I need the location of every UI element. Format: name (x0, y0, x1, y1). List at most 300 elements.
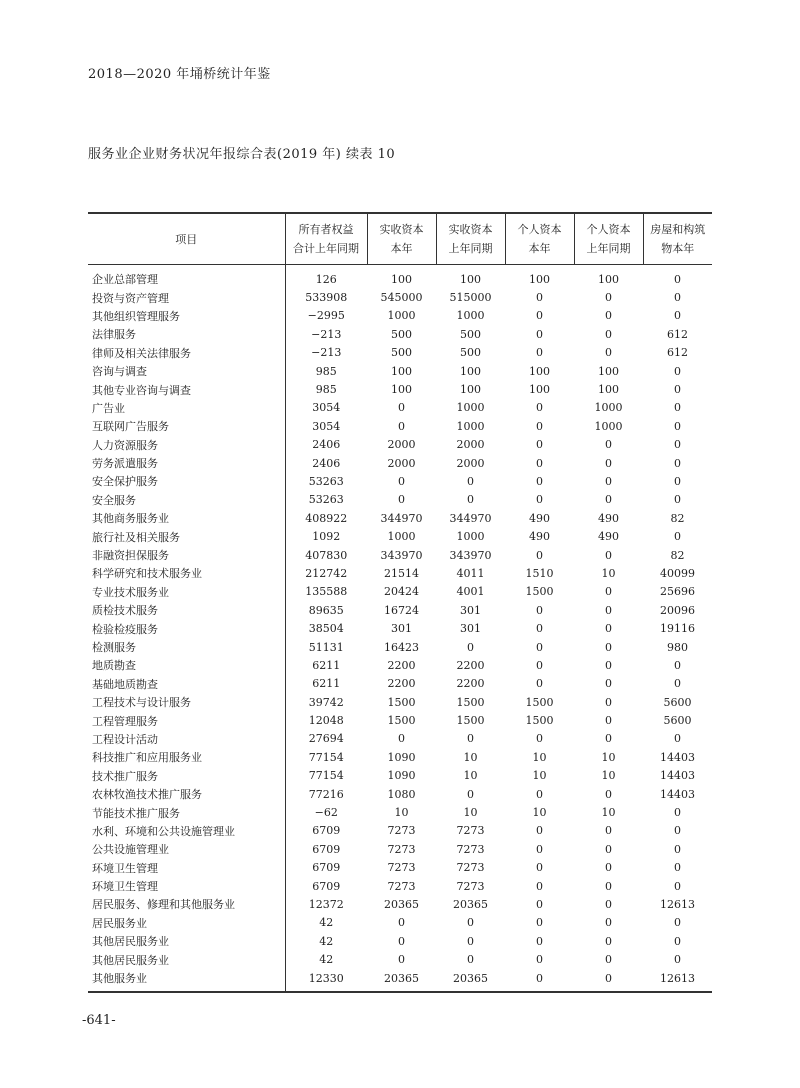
table-row (88, 656, 712, 674)
cell-value: 0 (605, 677, 612, 691)
cell-value: 0 (536, 309, 543, 323)
cell-value: 0 (605, 879, 612, 893)
cell-value: 1090 (387, 769, 416, 783)
row-label: 环境卫生管理 (92, 861, 158, 875)
table-row (88, 914, 712, 932)
cell-value: 6211 (285, 656, 367, 674)
cell-value: 0 (536, 897, 543, 911)
cell-value: 126 (285, 265, 367, 289)
cell-value: 1500 (525, 585, 554, 599)
table-row (88, 527, 712, 545)
cell-value: 1092 (285, 527, 367, 545)
cell-value: 0 (536, 456, 543, 470)
cell-value: 0 (536, 622, 543, 636)
cell-value: 0 (605, 622, 612, 636)
table-row (88, 307, 712, 325)
column-header: 个人资本 本年 (505, 213, 574, 265)
cell-value: 100 (460, 364, 481, 378)
cell-value: 0 (536, 291, 543, 305)
row-label: 广告业 (92, 401, 125, 415)
table-header-row (88, 213, 712, 265)
cell-value: 1000 (387, 530, 416, 544)
cell-value: 1500 (387, 695, 416, 709)
table-row (88, 491, 712, 509)
cell-value: 0 (536, 640, 543, 654)
cell-value: −62 (285, 803, 367, 821)
cell-value: 4001 (456, 585, 485, 599)
cell-value: 0 (536, 824, 543, 838)
table-row (88, 822, 712, 840)
cell-value: 545000 (380, 291, 423, 305)
cell-value: 0 (467, 787, 474, 801)
cell-value: 7273 (387, 842, 416, 856)
cell-value: 20365 (453, 971, 488, 985)
cell-value: 0 (674, 861, 681, 875)
cell-value: 0 (605, 824, 612, 838)
table-row (88, 693, 712, 711)
cell-value: 135588 (285, 583, 367, 601)
cell-value: 1000 (594, 419, 623, 433)
table-row (88, 950, 712, 968)
cell-value: 612 (667, 346, 688, 360)
cell-value: 0 (536, 603, 543, 617)
cell-value: 1510 (525, 566, 554, 580)
cell-value: 490 (529, 511, 550, 525)
cell-value: 7273 (456, 824, 485, 838)
cell-value: 7273 (456, 842, 485, 856)
cell-value: 0 (674, 401, 681, 415)
row-label: 公共设施管理业 (92, 843, 169, 857)
cell-value: 0 (536, 953, 543, 967)
cell-value: 6709 (285, 822, 367, 840)
cell-value: 0 (605, 309, 612, 323)
cell-value: 40099 (660, 566, 695, 580)
table-row (88, 546, 712, 564)
cell-value: 20365 (384, 897, 419, 911)
cell-value: 3054 (285, 417, 367, 435)
cell-value: 100 (460, 383, 481, 397)
cell-value: 2200 (456, 658, 485, 672)
table-row (88, 288, 712, 306)
cell-value: 0 (674, 474, 681, 488)
row-label: 其他居民服务业 (92, 935, 169, 949)
table-row (88, 417, 712, 435)
table-row (88, 877, 712, 895)
cell-value: 0 (605, 732, 612, 746)
cell-value: 10 (463, 769, 478, 783)
cell-value: 6709 (285, 877, 367, 895)
cell-value: 0 (536, 916, 543, 930)
cell-value: 985 (285, 362, 367, 380)
cell-value: 89635 (285, 601, 367, 619)
cell-value: 1000 (456, 419, 485, 433)
cell-value: 14403 (660, 750, 695, 764)
cell-value: 0 (605, 291, 612, 305)
row-label: 节能技术推广服务 (92, 806, 180, 820)
cell-value: 0 (674, 658, 681, 672)
cell-value: 10 (532, 806, 547, 820)
cell-value: 343970 (449, 548, 492, 562)
row-label: 农林牧渔技术推广服务 (92, 788, 202, 802)
row-label: 检测服务 (92, 641, 136, 654)
cell-value: 7273 (387, 879, 416, 893)
cell-value: 0 (674, 916, 681, 930)
cell-value: 500 (391, 346, 412, 360)
table-row (88, 583, 712, 601)
row-label: 地质勘查 (92, 659, 136, 673)
cell-value: 0 (674, 456, 681, 470)
cell-value: 0 (674, 272, 681, 286)
cell-value: 0 (674, 842, 681, 856)
cell-value: 490 (598, 530, 619, 544)
row-label: 环境卫生管理 (92, 880, 158, 894)
cell-value: 0 (605, 842, 612, 856)
row-label: 安全保护服务 (92, 475, 158, 489)
cell-value: 12048 (285, 711, 367, 729)
row-label: 技术推广服务 (92, 769, 158, 783)
cell-value: 0 (467, 474, 474, 488)
cell-value: 1500 (456, 714, 485, 728)
table-row (88, 767, 712, 785)
table-row (88, 619, 712, 637)
cell-value: 0 (536, 493, 543, 507)
cell-value: 0 (467, 916, 474, 930)
cell-value: 0 (674, 530, 681, 544)
cell-value: 0 (536, 327, 543, 341)
cell-value: 0 (467, 934, 474, 948)
cell-value: 0 (398, 732, 405, 746)
cell-value: 10 (601, 769, 616, 783)
cell-value: 0 (398, 401, 405, 415)
cell-value: 533908 (285, 288, 367, 306)
cell-value: 82 (670, 548, 685, 562)
column-header: 实收资本 上年同期 (436, 213, 505, 265)
table-row (88, 859, 712, 877)
table-row (88, 454, 712, 472)
cell-value: 4011 (456, 566, 485, 580)
cell-value: 20365 (384, 971, 419, 985)
cell-value: 344970 (449, 511, 492, 525)
cell-value: 1000 (456, 309, 485, 323)
row-label: 非融资担保服务 (92, 549, 169, 563)
cell-value: 0 (398, 934, 405, 948)
cell-value: 0 (605, 493, 612, 507)
cell-value: 0 (536, 401, 543, 415)
cell-value: 0 (605, 585, 612, 599)
cell-value: 100 (460, 272, 481, 286)
cell-value: 0 (536, 842, 543, 856)
column-header: 项目 (175, 232, 198, 246)
cell-value: 7273 (387, 861, 416, 875)
cell-value: 0 (467, 953, 474, 967)
table-row (88, 840, 712, 858)
table-row (88, 380, 712, 398)
cell-value: 2000 (387, 438, 416, 452)
cell-value: 1000 (456, 401, 485, 415)
cell-value: 10 (532, 750, 547, 764)
cell-value: 2200 (456, 677, 485, 691)
cell-value: 0 (605, 695, 612, 709)
row-label: 水利、环境和公共设施管理业 (92, 824, 235, 838)
cell-value: 12613 (660, 897, 695, 911)
table-row (88, 638, 712, 656)
row-label: 旅行社及相关服务 (92, 530, 180, 544)
cell-value: 515000 (449, 291, 492, 305)
cell-value: 0 (674, 824, 681, 838)
table-row (88, 601, 712, 619)
cell-value: 6709 (285, 859, 367, 877)
table-title: 服务业企业财务状况年报综合表(2019 年) 续表 10 (88, 147, 396, 162)
table-row (88, 509, 712, 527)
cell-value: 20424 (384, 585, 419, 599)
cell-value: 12613 (660, 971, 695, 985)
cell-value: 6709 (285, 840, 367, 858)
cell-value: 0 (536, 677, 543, 691)
cell-value: 0 (605, 456, 612, 470)
row-label: 工程管理服务 (92, 714, 158, 728)
cell-value: 100 (598, 364, 619, 378)
table-row (88, 711, 712, 729)
cell-value: 1090 (387, 750, 416, 764)
cell-value: 20096 (660, 603, 695, 617)
cell-value: 0 (674, 291, 681, 305)
cell-value: 301 (460, 622, 481, 636)
cell-value: 100 (529, 383, 550, 397)
column-header: 实收资本 本年 (367, 213, 436, 265)
cell-value: 0 (674, 364, 681, 378)
cell-value: 980 (667, 640, 688, 654)
table-row (88, 748, 712, 766)
cell-value: 0 (398, 474, 405, 488)
cell-value: 0 (605, 787, 612, 801)
cell-value: 10 (394, 806, 409, 820)
row-label: 其他组织管理服务 (92, 309, 180, 323)
cell-value: 0 (674, 383, 681, 397)
cell-value: 3054 (285, 399, 367, 417)
row-label: 其他商务服务业 (92, 512, 169, 526)
cell-value: 212742 (285, 564, 367, 582)
cell-value: 42 (285, 932, 367, 950)
cell-value: 0 (536, 787, 543, 801)
row-label: 科技推广和应用服务业 (92, 751, 202, 765)
cell-value: 408922 (285, 509, 367, 527)
table-row (88, 969, 712, 992)
cell-value: 42 (285, 914, 367, 932)
row-label: 咨询与调查 (92, 365, 147, 379)
column-header: 房屋和构筑 物本年 (643, 213, 712, 265)
table-row (88, 436, 712, 454)
cell-value: 12372 (285, 895, 367, 913)
cell-value: 1500 (387, 714, 416, 728)
cell-value: 1080 (387, 787, 416, 801)
cell-value: 51131 (285, 638, 367, 656)
row-label: 基础地质勘查 (92, 677, 158, 691)
cell-value: 53263 (285, 472, 367, 490)
cell-value: 0 (398, 916, 405, 930)
cell-value: 301 (391, 622, 412, 636)
cell-value: 2000 (387, 456, 416, 470)
cell-value: 12330 (285, 969, 367, 992)
cell-value: 500 (460, 346, 481, 360)
cell-value: 0 (536, 861, 543, 875)
cell-value: 0 (605, 640, 612, 654)
cell-value: 1500 (456, 695, 485, 709)
cell-value: 82 (670, 511, 685, 525)
cell-value: 10 (532, 769, 547, 783)
row-label: 劳务派遣服务 (92, 457, 158, 471)
cell-value: 2000 (456, 438, 485, 452)
cell-value: 301 (460, 603, 481, 617)
cell-value: 20365 (453, 897, 488, 911)
cell-value: 0 (674, 677, 681, 691)
cell-value: 1500 (525, 695, 554, 709)
cell-value: 0 (605, 934, 612, 948)
table-row (88, 399, 712, 417)
cell-value: 0 (605, 658, 612, 672)
cell-value: 0 (467, 493, 474, 507)
cell-value: 490 (529, 530, 550, 544)
table-row (88, 362, 712, 380)
financial-table (88, 212, 712, 993)
cell-value: 2406 (285, 436, 367, 454)
cell-value: 77154 (285, 767, 367, 785)
cell-value: −213 (285, 325, 367, 343)
cell-value: 39742 (285, 693, 367, 711)
cell-value: 0 (674, 879, 681, 893)
cell-value: 2200 (387, 677, 416, 691)
cell-value: 0 (536, 548, 543, 562)
table-row (88, 932, 712, 950)
cell-value: 0 (605, 897, 612, 911)
row-label: 其他服务业 (92, 972, 147, 986)
row-label: 工程设计活动 (92, 732, 158, 746)
cell-value: 10 (601, 750, 616, 764)
cell-value: 2200 (387, 658, 416, 672)
cell-value: 16724 (384, 603, 419, 617)
cell-value: 0 (605, 603, 612, 617)
running-head: 2018—2020 年埇桥统计年鉴 (88, 67, 271, 82)
cell-value: 344970 (380, 511, 423, 525)
row-label: 工程技术与设计服务 (92, 696, 191, 710)
cell-value: 0 (605, 971, 612, 985)
cell-value: 0 (536, 438, 543, 452)
cell-value: 343970 (380, 548, 423, 562)
cell-value: 0 (398, 419, 405, 433)
row-label: 法律服务 (92, 328, 136, 342)
cell-value: 77154 (285, 748, 367, 766)
cell-value: 0 (536, 658, 543, 672)
cell-value: 0 (605, 474, 612, 488)
cell-value: 0 (536, 474, 543, 488)
cell-value: 14403 (660, 769, 695, 783)
cell-value: 38504 (285, 619, 367, 637)
cell-value: 16423 (384, 640, 419, 654)
table-row (88, 325, 712, 343)
cell-value: −2995 (285, 307, 367, 325)
cell-value: 1500 (525, 714, 554, 728)
table-row (88, 785, 712, 803)
table-row (88, 803, 712, 821)
cell-value: 0 (536, 879, 543, 893)
cell-value: 5600 (663, 695, 692, 709)
cell-value: 0 (605, 346, 612, 360)
cell-value: 10 (463, 806, 478, 820)
row-label: 其他居民服务业 (92, 953, 169, 967)
table-row (88, 265, 712, 289)
cell-value: 0 (398, 953, 405, 967)
row-label: 投资与资产管理 (92, 291, 169, 305)
cell-value: −213 (285, 344, 367, 362)
cell-value: 2406 (285, 454, 367, 472)
row-label: 企业总部管理 (92, 273, 158, 287)
cell-value: 0 (674, 732, 681, 746)
cell-value: 7273 (456, 861, 485, 875)
cell-value: 1000 (456, 530, 485, 544)
column-header: 个人资本 上年同期 (574, 213, 643, 265)
cell-value: 10 (601, 806, 616, 820)
row-label: 专业技术服务业 (92, 585, 169, 599)
cell-value: 100 (391, 364, 412, 378)
cell-value: 0 (674, 806, 681, 820)
cell-value: 0 (605, 916, 612, 930)
row-label: 质检技术服务 (92, 604, 158, 618)
cell-value: 21514 (384, 566, 419, 580)
table-row (88, 895, 712, 913)
cell-value: 2000 (456, 456, 485, 470)
cell-value: 500 (391, 327, 412, 341)
cell-value: 100 (529, 272, 550, 286)
cell-value: 0 (605, 548, 612, 562)
cell-value: 5600 (663, 714, 692, 728)
cell-value: 1000 (387, 309, 416, 323)
cell-value: 27694 (285, 730, 367, 748)
row-label: 互联网广告服务 (92, 420, 169, 434)
cell-value: 10 (463, 750, 478, 764)
table-row (88, 472, 712, 490)
row-label: 居民服务业 (92, 916, 147, 930)
cell-value: 0 (605, 714, 612, 728)
cell-value: 0 (605, 327, 612, 341)
cell-value: 0 (467, 640, 474, 654)
table-row (88, 675, 712, 693)
cell-value: 6211 (285, 675, 367, 693)
cell-value: 0 (674, 953, 681, 967)
cell-value: 19116 (660, 622, 695, 636)
row-label: 科学研究和技术服务业 (92, 567, 202, 581)
cell-value: 100 (391, 383, 412, 397)
cell-value: 7273 (387, 824, 416, 838)
cell-value: 0 (674, 438, 681, 452)
cell-value: 1000 (594, 401, 623, 415)
cell-value: 100 (598, 383, 619, 397)
table-row (88, 564, 712, 582)
cell-value: 53263 (285, 491, 367, 509)
cell-value: 0 (536, 346, 543, 360)
page-number: -641- (82, 1013, 116, 1028)
cell-value: 407830 (285, 546, 367, 564)
cell-value: 0 (605, 953, 612, 967)
cell-value: 77216 (285, 785, 367, 803)
cell-value: 0 (605, 861, 612, 875)
row-label: 居民服务、修理和其他服务业 (92, 898, 235, 912)
cell-value: 100 (391, 272, 412, 286)
cell-value: 0 (674, 934, 681, 948)
cell-value: 0 (605, 438, 612, 452)
cell-value: 42 (285, 950, 367, 968)
cell-value: 14403 (660, 787, 695, 801)
cell-value: 7273 (456, 879, 485, 893)
row-label: 安全服务 (92, 493, 136, 507)
